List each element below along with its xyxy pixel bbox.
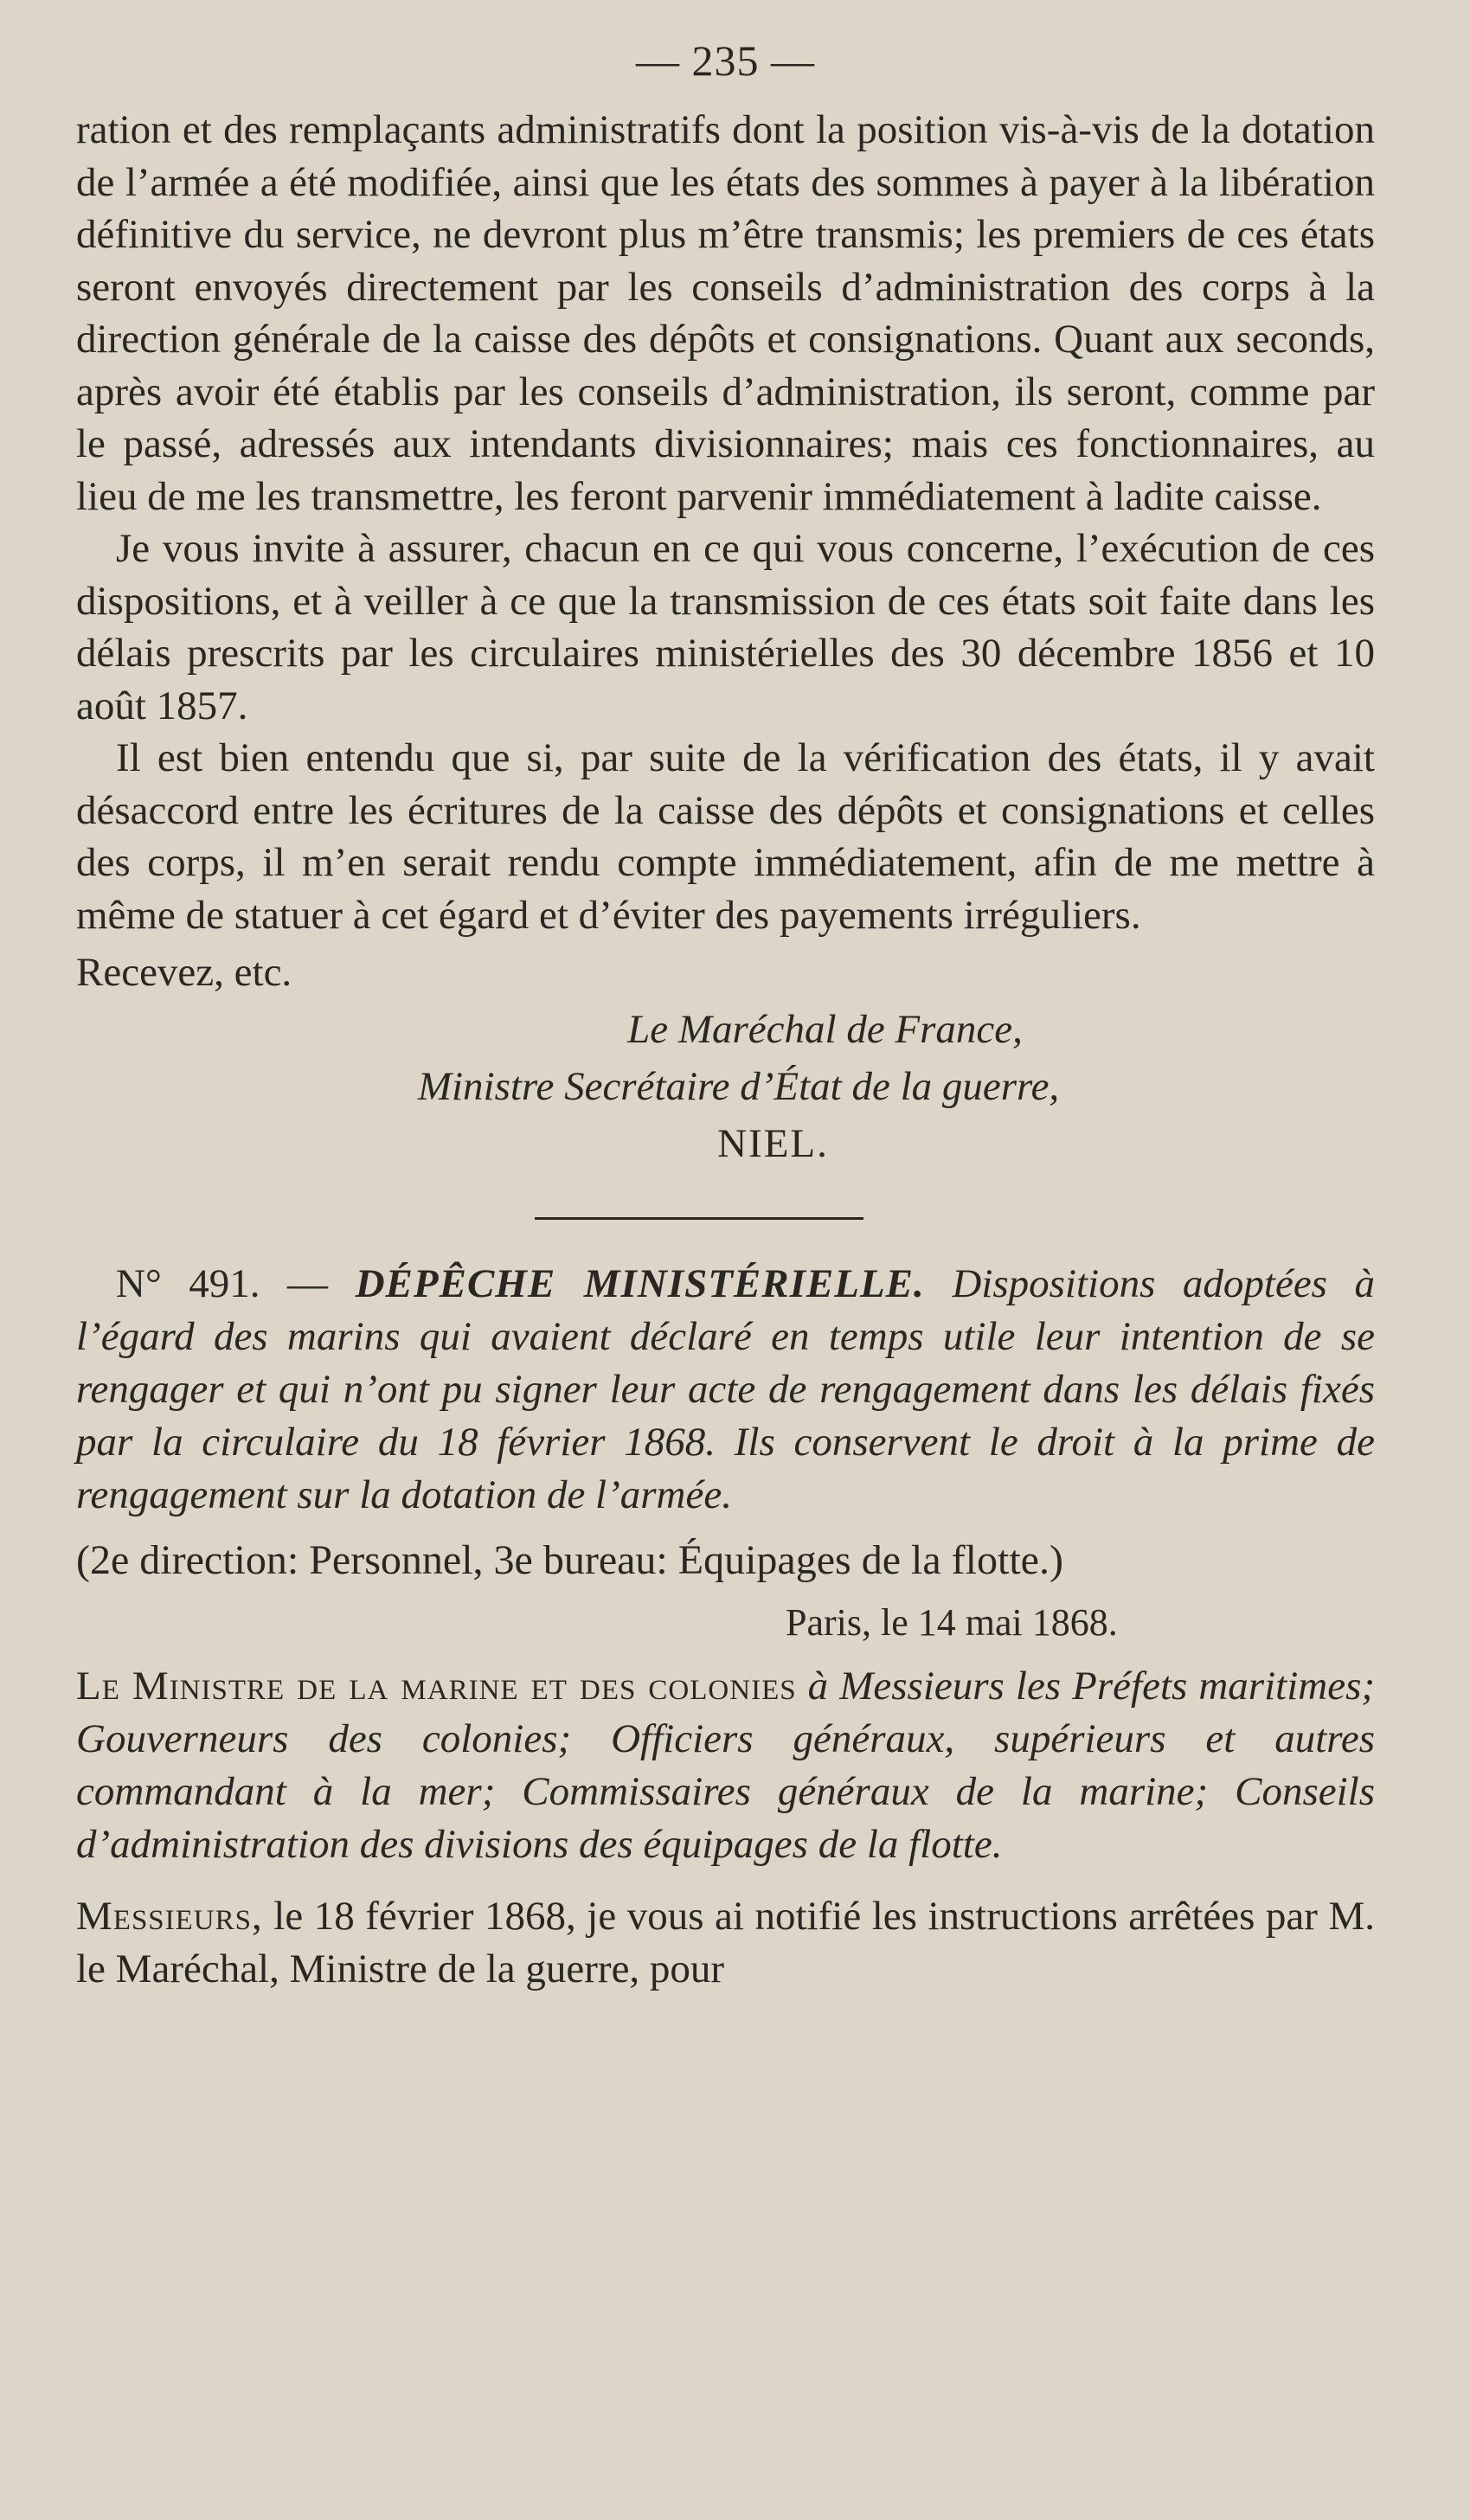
- signature-title: Le Maréchal de France,: [627, 1006, 1023, 1052]
- page-number: — 235 —: [636, 36, 815, 85]
- entry-summary: Dispositions adoptées à l’égard des marins qui avaient déclaré en temps utile leur intention de se rengager et qui n’ont pu signer leur acte de rengagement dans les délais fixés par la circulaire du 18 février 1868. Ils conservent le droit à la prime de rengagement sur la dotation de l’armée.: [76, 1260, 1376, 1517]
- address-recipients: à Messieurs les Préfets maritimes; Gouverneurs des colonies; Officiers généraux, supérieurs et autres commandant à la mer; Commissaires généraux de la marine; Conseils d’administration des divisions des équipages de la flotte.: [76, 1663, 1376, 1867]
- signature-block: [76, 1001, 1375, 1172]
- section-divider: [535, 1217, 863, 1220]
- second-letter-text: le 18 février 1868, je vous ai notifié les instructions arrêtées par M. le Maréchal, Ministre de la guerre, pour: [76, 1893, 1375, 1991]
- paragraph-1: ration et des remplaçants administratifs dont la position vis-à-vis de la dotation de l’armée a été modifiée, ainsi que les états des sommes à payer à la libération définitive du service, ne devront plus m’être transmis; les premiers de ces états seront envoyés directement par les conseils d’administration des corps à la direction générale de la caisse des dépôts et consignations. Quant aux seconds, après avoir été établis par les conseils d’administration, ils seront, comme par le passé, adressés aux intendants divisionnaires; mais ces fonctionnaires, au lieu de me les transmettre, les feront parvenir immédiatement à ladite caisse.: [76, 107, 1375, 519]
- entry-number: N° 491. —: [116, 1260, 329, 1306]
- paragraph-3: Il est bien entendu que si, par suite de la vérification des états, il y avait désaccord entre les écritures de la caisse des dépôts et consignations et celles des corps, il m’en serait rendu compte immédiatement, afin de me mettre à même de statuer à cet égard et d’éviter des payements irréguliers.: [76, 735, 1375, 938]
- entry-heading: [76, 1258, 1375, 1522]
- salutation: Messieurs,: [76, 1893, 263, 1939]
- closing-formula: Recevez, etc.: [76, 950, 292, 995]
- signature-office: Ministre Secrétaire d’État de la guerre,: [417, 1063, 1060, 1109]
- entry-kind: DÉPÊCHE MINISTÉRIELLE.: [355, 1260, 925, 1306]
- paragraph-2: Je vous invite à assurer, chacun en ce qui vous concerne, l’exécution de ces dispositions, et à veiller à ce que la transmission de ces états soit faite dans les délais prescrits par les circulaires ministérielles des 30 décembre 1856 et 10 août 1857.: [76, 526, 1375, 728]
- letter-body: [76, 104, 1375, 999]
- dateline: Paris, le 14 mai 1868.: [786, 1600, 1118, 1644]
- address-sender: Le Ministre de la marine et des colonies: [76, 1663, 797, 1709]
- second-letter-body: [76, 1890, 1375, 1996]
- address-block: [76, 1660, 1375, 1871]
- direction-line: (2e direction: Personnel, 3e bureau: Équipages de la flotte.): [76, 1536, 1063, 1583]
- signature-name: NIEL.: [717, 1120, 829, 1166]
